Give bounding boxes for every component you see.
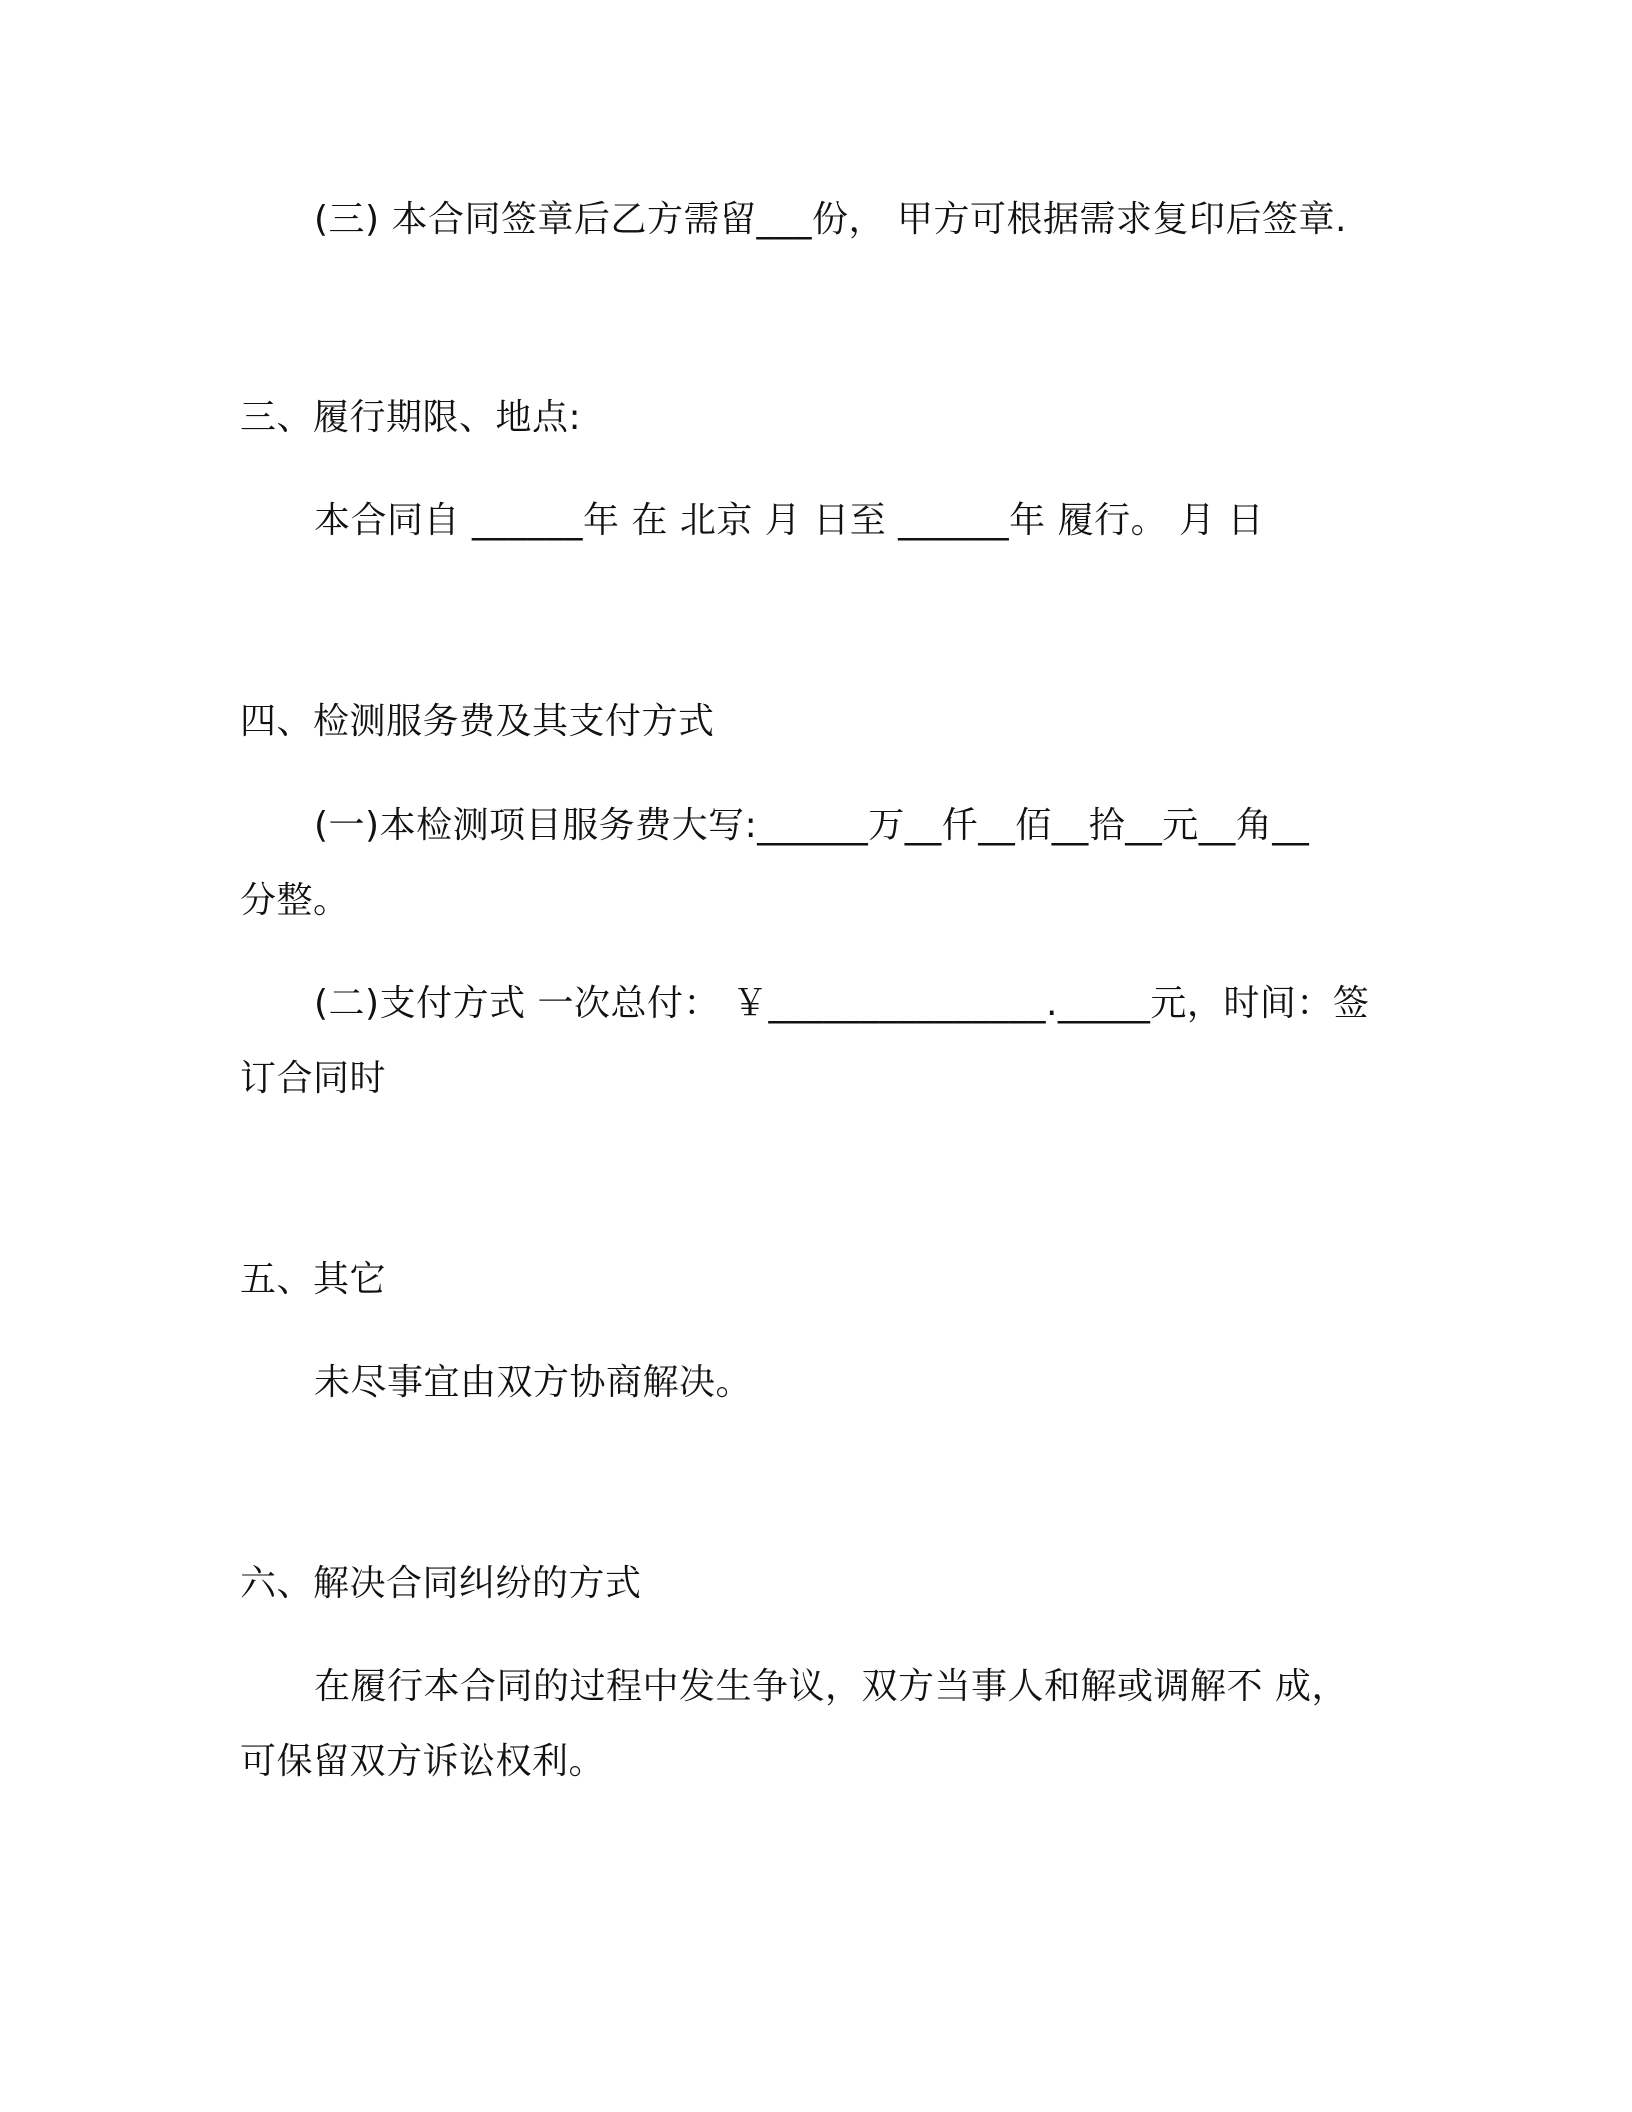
section-3-body: 本合同自 ______年 在 北京 月 日至 ______年 履行。 月 日 [314, 500, 1264, 541]
section-4-item-2-cont: 订合同时 [240, 1058, 387, 1099]
section-5-body: 未尽事宜由双方协商解决。 [314, 1362, 753, 1403]
section-5-heading: 五、其它 [240, 1259, 387, 1300]
section-4-item-1: (一)本检测项目服务费大写:______万__仟__佰__拾__元__角__ [314, 805, 1310, 846]
section-3-heading: 三、履行期限、地点: [240, 397, 582, 438]
section-6-body-cont: 可保留双方诉讼权利。 [240, 1741, 606, 1782]
clause-copies: (三) 本合同签章后乙方需留___份， 甲方可根据需求复印后签章. [314, 199, 1347, 240]
section-4-item-2: (二)支付方式 一次总付： ￥_______________._____元，时间：签 [314, 983, 1370, 1024]
section-6-body: 在履行本合同的过程中发生争议，双方当事人和解或调解不 成， [314, 1666, 1348, 1707]
section-4-item-1-cont: 分整。 [240, 880, 350, 921]
section-6-heading: 六、解决合同纠纷的方式 [240, 1563, 642, 1604]
section-4-heading: 四、检测服务费及其支付方式 [240, 701, 715, 742]
